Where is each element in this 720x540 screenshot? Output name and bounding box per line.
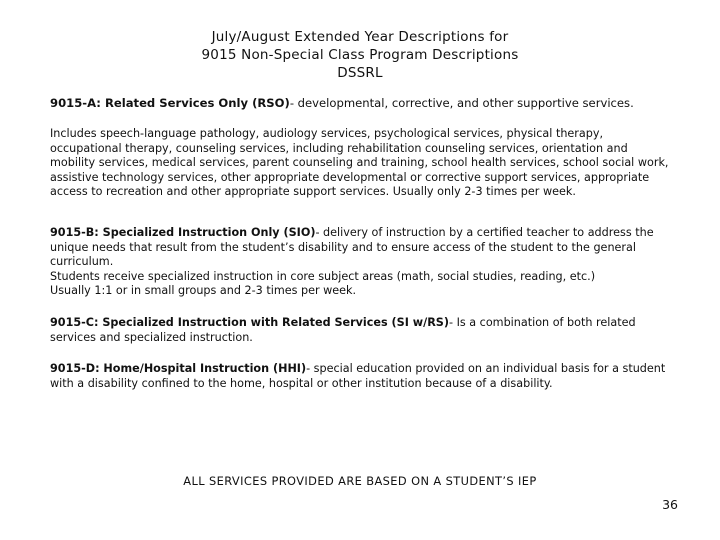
- footer-note: ALL SERVICES PROVIDED ARE BASED ON A STUDENT’S IEP: [183, 474, 537, 488]
- section-b: [50, 226, 670, 299]
- section-c-label: 9015-C: Specialized Instruction with Related Services (SI w/RS): [50, 316, 449, 329]
- section-b-text3: Usually 1:1 or in small groups and 2-3 times per week.: [50, 284, 357, 298]
- page-number: 36: [662, 497, 678, 512]
- section-b-text2: Students receive specialized instruction in core subject areas (math, social studies, reading, etc.): [50, 269, 596, 283]
- section-a-label: 9015-A: Related Services Only (RSO): [50, 96, 290, 110]
- title-line-3: DSSRL: [337, 65, 383, 81]
- section-a-heading: [50, 96, 670, 111]
- title-line-2: 9015 Non-Special Class Program Descriptions: [201, 47, 519, 63]
- title-line-1: July/August Extended Year Descriptions for: [211, 29, 509, 45]
- page-title: [0, 28, 720, 82]
- section-c-text: - Is a combination of both related services and specialized instruction.: [50, 316, 636, 344]
- section-c: [50, 316, 670, 345]
- section-b-label: 9015-B: Specialized Instruction Only (SIO): [50, 226, 316, 239]
- section-a-text: - developmental, corrective, and other supportive services.: [289, 96, 634, 110]
- section-b-text: - delivery of instruction by a certified teacher to address the unique needs that result from the student’s disability and to ensure access of the student to the general curriculum.: [50, 226, 654, 269]
- section-d-text: - special education provided on an individual basis for a student with a disability confined to the home, hospital or other institution because of a disability.: [50, 362, 666, 390]
- section-d-label: 9015-D: Home/Hospital Instruction (HHI): [50, 362, 307, 375]
- section-d: [50, 362, 670, 391]
- section-a-detail: Includes speech-language pathology, audiology services, psychological services, physical therapy, occupational therapy, counseling services, including rehabilitation counseling services, orientation and mobility services, medical services, parent counseling and training, school health services, school social work, assistive technology services, other appropriate developmental or corrective support services, appropriate access to recreation and other appropriate support services. Usually only 2-3 times per week.: [50, 127, 669, 199]
